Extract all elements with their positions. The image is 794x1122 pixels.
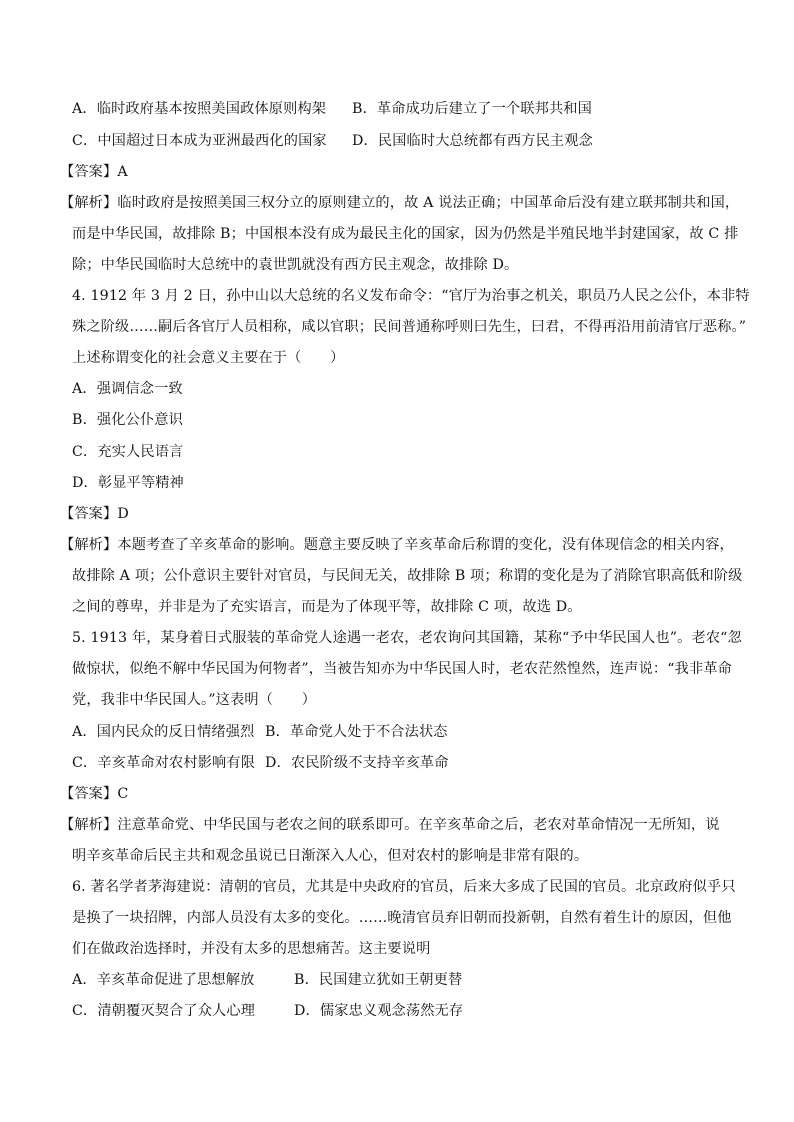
q3-options-row-1 (72, 99, 592, 119)
q5-analysis-line: 【解析】注意革命党、中华民国与老农之间的联系即可。在辛亥革命之后，老农对革命情况一无所知，说 (60, 817, 720, 833)
q6-option-d: D．儒家忠义观念荡然无存 (294, 1003, 464, 1019)
q6-option-b: B．民国建立犹如王朝更替 (294, 972, 463, 988)
q5-option-b: B．革命党人处于不合法状态 (265, 724, 448, 740)
q6-options-row-2 (72, 1001, 464, 1021)
q5-stem-line: 做惊状，似绝不解中华民国为何物者”，当被告知亦为中华民国人时，老农茫然惶然，连声说：“我非革命 (72, 661, 732, 677)
q4-stem-line: 殊之阶级……嗣后各官厅人员相称，咸以官职；民间普通称呼则曰先生，曰君，不得再沿用前清官厅恶称。” (72, 319, 747, 335)
q5-option-c: C．辛亥革命对农村影响有限 (72, 755, 256, 771)
q4-stem-line: 4. 1912 年 3 月 2 日，孙中山以大总统的名义发布命令：“官厅为治事之机关，职员乃人民之公仆，本非特 (72, 288, 750, 304)
q4-stem-line: 上述称谓变化的社会意义主要在于（ ） (72, 350, 345, 366)
q5-options-row-2 (72, 753, 449, 773)
q4-option-b: B．强化公仆意识 (72, 412, 183, 428)
q5-stem-line: 党，我非中华民国人。”这表明（ ） (72, 692, 317, 708)
q4-analysis-line: 之间的尊卑，并非是为了充实语言，而是为了体现平等，故排除 C 项，故选 D。 (72, 599, 582, 615)
q5-option-a: A．国内民众的反日情绪强烈 (72, 724, 255, 740)
q3-option-a: A．临时政府基本按照美国政体原则构架 (72, 101, 327, 117)
q3-option-d: D．民国临时大总统都有西方民主观念 (352, 133, 593, 149)
q3-analysis-line: 而是中华民国，故排除 B；中国根本没有成为最民主化的国家，因为仍然是半殖民地半封建国家，故 C 排 (72, 226, 739, 242)
q4-option-a: A．强调信念一致 (72, 381, 183, 397)
q6-stem-line: 是换了一块招牌，内部人员没有太多的变化。……晚清官员弃旧朝而投新朝，自然有着生计的原因，但他 (72, 910, 732, 926)
q4-answer: 【答案】D (60, 506, 129, 522)
q3-options-row-2 (72, 131, 593, 151)
q4-option-d: D．彰显平等精神 (72, 475, 184, 491)
q3-analysis-line: 除；中华民国临时大总统中的袁世凯就没有西方民主观念，故排除 D。 (72, 257, 519, 273)
q3-analysis-line: 【解析】临时政府是按照美国三权分立的原则建立的，故 A 说法正确；中国革命后没有建立联邦制共和国， (60, 195, 740, 211)
q5-options-row-1 (72, 722, 448, 742)
q4-option-c: C．充实人民语言 (72, 444, 184, 460)
q6-option-a: A．辛亥革命促进了思想解放 (72, 972, 255, 988)
q3-option-b: B．革命成功后建立了一个联邦共和国 (352, 101, 592, 117)
q5-answer: 【答案】C (60, 786, 129, 802)
q3-option-c: C．中国超过日本成为亚洲最西化的国家 (72, 133, 327, 149)
q3-answer: 【答案】A (60, 164, 128, 180)
q5-analysis-line: 明辛亥革命后民主共和观念虽说已日渐深入人心，但对农村的影响是非常有限的。 (72, 848, 589, 864)
q4-analysis-line: 【解析】本题考查了辛亥革命的影响。题意主要反映了辛亥革命后称谓的变化，没有体现信念的相关内容， (60, 537, 734, 553)
q6-options-row-1 (72, 970, 463, 990)
q6-stem-line: 6. 著名学者茅海建说：清朝的官员，尤其是中央政府的官员，后来大多成了民国的官员。北京政府似乎只 (72, 879, 736, 895)
q4-analysis-line: 故排除 A 项；公仆意识主要针对官员，与民间无关，故排除 B 项；称谓的变化是为了消除官职高低和阶级 (72, 568, 743, 584)
q5-option-d: D．农民阶级不支持辛亥革命 (265, 755, 449, 771)
q5-stem-line: 5. 1913 年，某身着日式服装的革命党人途遇一老农，老农询问其国籍，某称“予中华民国人也”。老农“忽 (72, 630, 742, 646)
q6-option-c: C．清朝覆灭契合了众人心理 (72, 1003, 256, 1019)
q6-stem-line: 们在做政治选择时，并没有太多的思想痛苦。这主要说明 (72, 941, 431, 957)
